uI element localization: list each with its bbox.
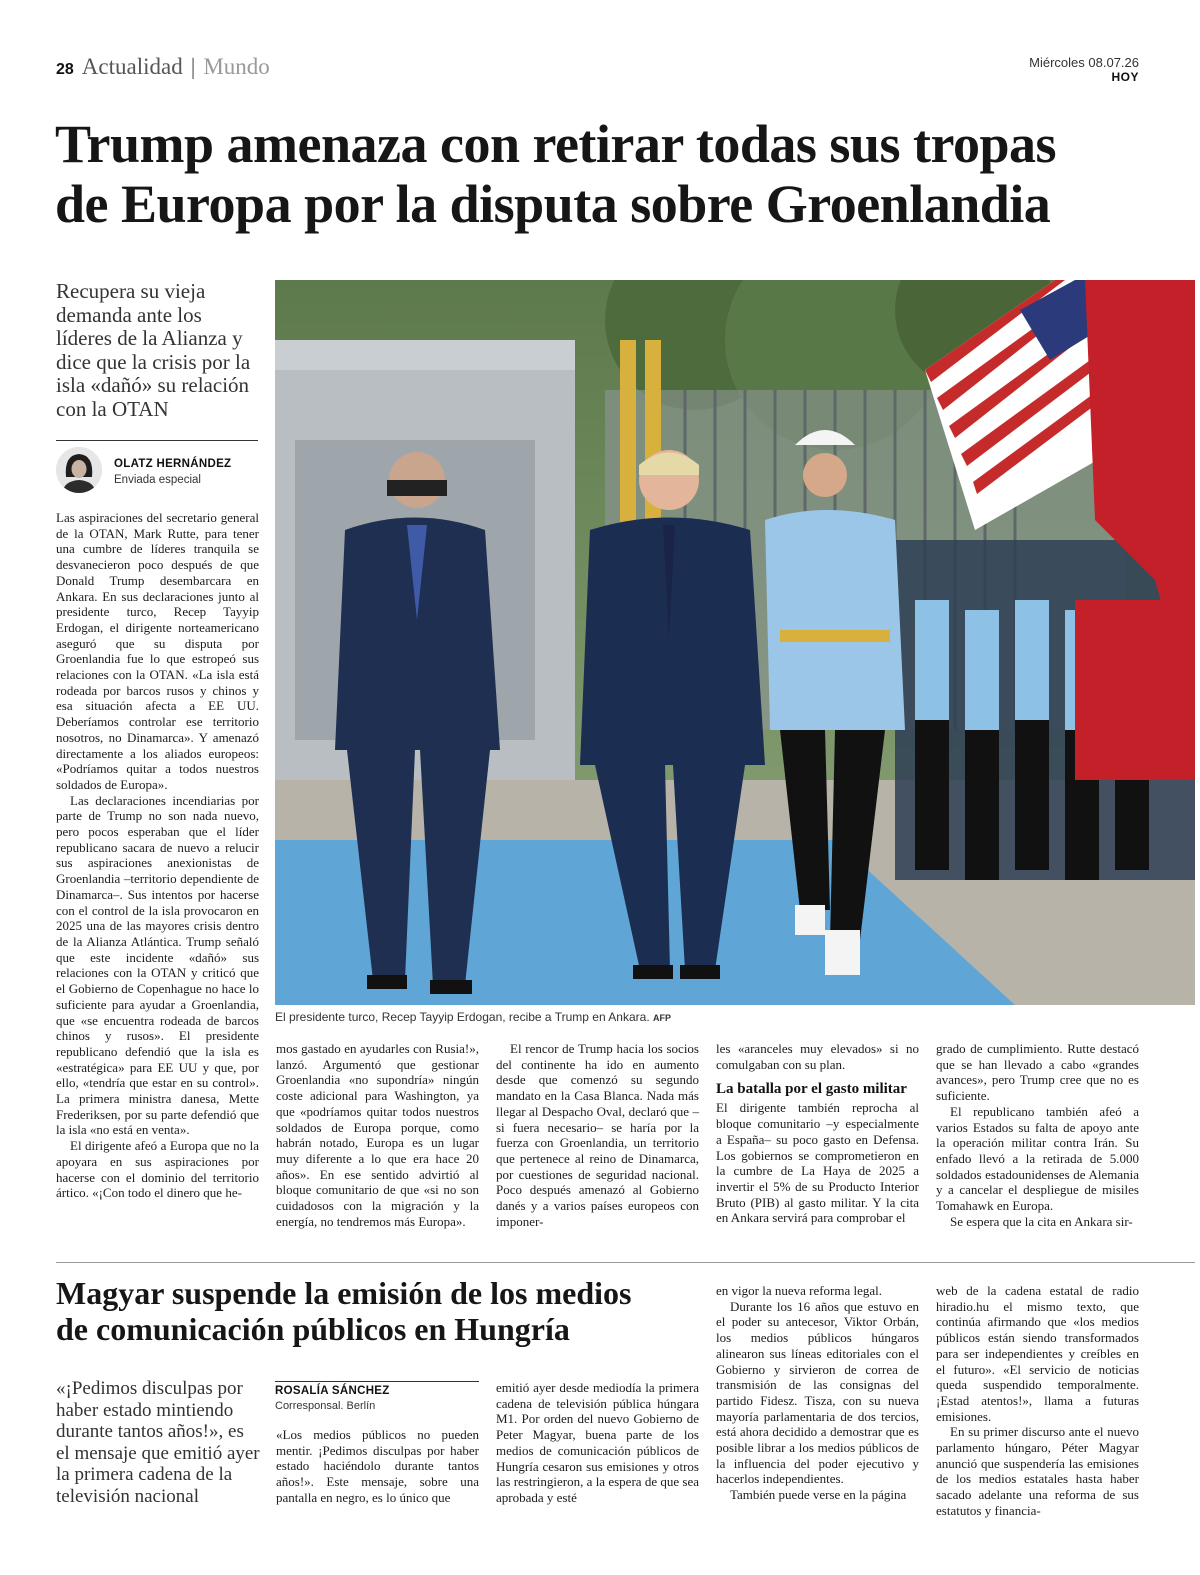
article2-lead: «¡Pedimos disculpas por haber estado mintiendo durante tantos años!», es el mensaje que emitió ayer la primera cadena de la televisión nacional	[56, 1378, 260, 1507]
article2-column-3	[496, 1380, 699, 1506]
page-number: 28	[56, 61, 74, 78]
main-headline	[55, 114, 1155, 234]
author2-divider	[275, 1381, 479, 1382]
page-header	[56, 54, 270, 80]
article2-headline-line1: Magyar suspende la emisión de los medios	[56, 1275, 632, 1311]
author2-role: Corresponsal. Berlín	[275, 1400, 376, 1412]
body-paragraph: Las declaraciones incendiarias por parte de Trump no son nada nuevo, pero pocos esperaban que el líder republicano sacara de nuevo a relucir sus aspiraciones anexionistas de Groenlandia –territorio dependiente de Dinamarca–. Sus intentos por hacerse con el control de la isla provocaron en 2025 una de las mayores crisis dentro de la Alianza Atlántica. Trump señaló que este incidente «dañó» sus relaciones con la OTAN y criticó que el Gobierno de Copenhague no hace lo suficiente para ayudar a Groenlandia, que «se encuentra rodeada de barcos chinos y rusos». El presidente republicano defendió que la isla es «estratégica» para EE UU y que, por ello, «tendría que estar en su control». La primera ministra danesa, Mette Frederiksen, por su parte defendió que la isla «no está en venta».	[56, 792, 259, 1138]
article1-column-5	[936, 1041, 1139, 1229]
main-headline-line1: Trump amenaza con retirar todas sus tropas	[55, 114, 1056, 174]
body-paragraph: grado de cumplimiento. Rutte destacó que se han llevado a cabo «grandes avances», pero Trump cree que no es suficiente.	[936, 1041, 1139, 1104]
section-name: Actualidad	[81, 54, 183, 79]
article1-subhead: La batalla por el gasto militar	[716, 1081, 907, 1098]
newspaper-name: HOY	[1111, 70, 1139, 84]
article2-headline	[56, 1275, 716, 1347]
photo-caption	[275, 1010, 671, 1024]
header-dateline	[1029, 56, 1139, 84]
section-separator: |	[190, 54, 196, 79]
article1-column-3	[496, 1041, 699, 1229]
body-paragraph: El rencor de Trump hacia los socios del continente ha ido en aumento desde que comenzó su segundo mandato en la Casa Blanca. Nada más llegar al Despacho Oval, declaró que –si fuera necesario– se haría por la fuerza con Groenlandia, un territorio que pertenece al reino de Dinamarca, por cuestiones de seguridad nacional. Poco después amenazó al Gobierno danés y a varios países europeos con imponer-	[496, 1041, 699, 1229]
body-paragraph: «Los medios públicos no pueden mentir. ¡Pedimos disculpas por haber estado haciéndolo durante tantos años!». Este mensaje, sobre una pantalla en negro, es lo único que	[276, 1427, 479, 1505]
lead-divider	[56, 440, 258, 441]
article1-lead: Recupera su vieja demanda ante los líderes de la Alianza y dice que la crisis por la isla «dañó» su relación con la OTAN	[56, 279, 251, 421]
author-avatar	[56, 447, 102, 493]
body-paragraph: web de la cadena estatal de radio hiradio.hu el mismo texto, que continúa afirmando que «los medios públicos están siendo transformados para ser independientes y creíbles en el futuro». «El servicio de noticias queda suspendido temporalmente. ¡Estad atentos!», llama a futuras emisiones.	[936, 1283, 1139, 1424]
article2-headline-line2: de comunicación públicos en Hungría	[56, 1311, 570, 1347]
photo-credit: AFP	[653, 1013, 671, 1023]
body-paragraph: les «aranceles muy elevados» si no comulgaban con su plan.	[716, 1041, 919, 1072]
body-paragraph: en vigor la nueva reforma legal.	[716, 1283, 883, 1298]
body-paragraph: Se espera que la cita en Ankara sir-	[950, 1213, 1133, 1229]
author-role: Enviada especial	[114, 474, 201, 486]
article2-column-2	[276, 1427, 479, 1506]
author-name: OLATZ HERNÁNDEZ	[114, 458, 232, 470]
body-paragraph: En su primer discurso ante el nuevo parlamento húngaro, Péter Magyar anunció que suspendería las emisiones de los medios estatales hasta haber sacado adelante una reforma de sus estatutos y financia-	[936, 1424, 1139, 1518]
issue-date: Miércoles 08.07.26	[1029, 55, 1139, 70]
main-headline-line2: de Europa por la disputa sobre Groenlandia	[55, 174, 1051, 234]
article2-column-5	[936, 1283, 1139, 1519]
body-paragraph: Las aspiraciones del secretario general de la OTAN, Mark Rutte, para tener una cumbre de líderes tranquila se desvanecieron poco después de que Donald Trump desembarcara en Ankara. En sus declaraciones junto al presidente turco, Recep Tayyip Erdogan, el dirigente norteamericano aseguró que su disputa por Groenlandia fue lo que estropeó sus relaciones con la OTAN. «La isla está rodeada por barcos rusos y chinos y esa situación afecta a EE UU. Deberíamos controlar ese territorio nosotros, no Dinamarca». Y amenazó directamente a los aliados europeos: «Podríamos quitar a todos nuestros soldados de Europa».	[56, 510, 259, 792]
body-paragraph: Durante los 16 años que estuvo en el poder su antecesor, Viktor Orbán, los medios públicos húngaros alinearon sus líneas editoriales con el Gobierno y sirvieron de correa de transmisión de las consignas del partido Fidesz. Tisza, con su nueva mayoría parlamentaria de dos tercios, está ahora decidido a demostrar que es posible librar a los medios públicos de la influencia del poder ejecutivo y hacerlos independientes.	[716, 1298, 919, 1487]
article1-column-2	[276, 1041, 479, 1229]
body-paragraph: emitió ayer desde mediodía la primera cadena de televisión pública húngara M1. Por orden del nuevo Gobierno de Peter Magyar, buena parte de los medios de comunicación públicos de Hungría cesaron sus emisiones y otros las restringieron, a la espera de que sea aprobada y esté	[496, 1380, 699, 1505]
body-paragraph: El dirigente también reprocha al bloque comunitario –y especialmente a España– su poco gasto en Defensa. Los gobiernos se comprometieron en la cumbre de La Haya de 2025 a invertir el 5% de su Producto Interior Bruto (PIB) al gasto militar. Y la cita en Ankara servirá para comprobar el	[716, 1100, 919, 1226]
body-paragraph: También puede verse en la página	[730, 1487, 907, 1503]
article-divider	[56, 1262, 1195, 1263]
article1-column-1	[56, 510, 259, 1201]
article2-column-4	[716, 1283, 919, 1503]
article1-column-4	[716, 1041, 919, 1226]
body-paragraph: El dirigente afeó a Europa que no la apoyara en sus aspiraciones por hacerse con el dominio del territorio ártico. «¡Con todo el dinero que he-	[56, 1138, 259, 1201]
subsection-name: Mundo	[203, 54, 270, 79]
author2-name: ROSALÍA SÁNCHEZ	[275, 1385, 390, 1397]
body-paragraph: mos gastado en ayudarles con Rusia!», lanzó. Argumentó que gestionar Groenlandia «no supondría» ningún coste adicional para Washington, ya que «podríamos quitar todos nuestros soldados de Europa porque, como habrán notado, Europa es un lugar muy diferente a lo que era hace 20 años». En ese sentido advirtió al bloque comunitario de que «si no son cuidadosos con la migración y la energía, no tendremos más Europa».	[276, 1041, 479, 1229]
photo-caption-text: El presidente turco, Recep Tayyip Erdogan, recibe a Trump en Ankara.	[275, 1010, 650, 1024]
news-photo	[275, 280, 1195, 1005]
body-paragraph: El republicano también afeó a varios Estados su falta de apoyo ante la operación militar contra Irán. Su enfado llevó a la retirada de 5.000 soldados estadounidenses de Alemania y a cancelar el despliegue de misiles Tomahawk en Europa.	[936, 1103, 1139, 1214]
